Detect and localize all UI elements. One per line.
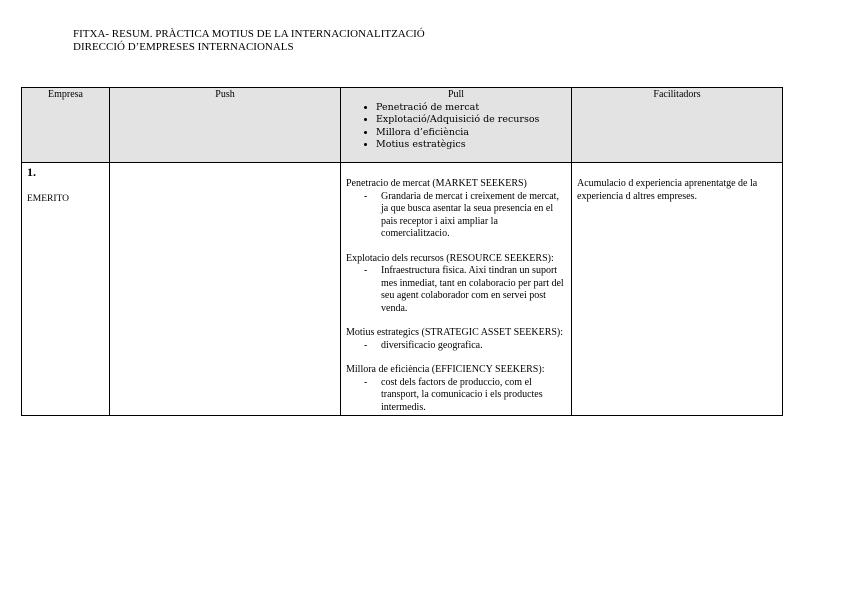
motives-table bbox=[21, 87, 783, 416]
section-item: - cost dels factors de produccio, com el transport, la comunicacio i els productes intermedis. bbox=[364, 376, 543, 413]
table-header-row bbox=[22, 88, 783, 163]
pull-section-resource bbox=[346, 253, 566, 316]
pull-section-market bbox=[346, 178, 566, 241]
section-item-text: Infraestructura fisica. Aixi tindran un suport mes inmediat, tant en colaboracio per part del seu agent colaborador com en servei post venda. bbox=[381, 265, 564, 314]
section-heading: Motius estrategics (STRATEGIC ASSET SEEKERS): bbox=[346, 327, 564, 338]
section-item: - Grandaria de mercat i creixement de mercat, ja que busca asentar la seua presencia en el pais receptor i aixi ampliar la comercialitzacio. bbox=[364, 190, 559, 239]
pull-bullet: • Motius estratègics bbox=[376, 139, 566, 152]
pull-section-strategic bbox=[346, 327, 566, 352]
document-title-line2: DIRECCIÓ D’EMPRESES INTERNACIONALS bbox=[73, 41, 294, 53]
pull-section-efficiency bbox=[346, 364, 566, 414]
section-heading: Explotacio dels recursos (RESOURCE SEEKERS): bbox=[346, 252, 554, 264]
section-item-text: diversificacio geografica. bbox=[381, 339, 483, 351]
document-title-line1: FITXA- RESUM. PRÀCTICA MOTIUS DE LA INTERNACIONALITZACIÓ bbox=[73, 28, 425, 40]
table-row bbox=[22, 163, 783, 416]
pull-bullet: • Explotació/Adquisició de recursos bbox=[376, 114, 566, 127]
row-number: 1. bbox=[27, 165, 36, 179]
section-item-text: Grandaria de mercat i creixement de mercat, ja que busca asentar la seua presencia en el pais receptor i aixi ampliar la comercialitzacio. bbox=[381, 190, 559, 239]
section-item-text: cost dels factors de produccio, com el transport, la comunicacio i els productes intermedis. bbox=[381, 376, 543, 413]
header-push: Push bbox=[110, 88, 341, 163]
header-pull bbox=[341, 88, 572, 163]
header-facilitadors: Facilitadors bbox=[572, 88, 783, 163]
header-pull-label: Pull bbox=[447, 89, 465, 100]
cell-facilitadors bbox=[572, 163, 783, 416]
cell-push bbox=[110, 163, 341, 416]
cell-empresa bbox=[22, 163, 110, 416]
pull-bullet: • Millora d’eficiència bbox=[376, 127, 566, 140]
header-empresa: Empresa bbox=[22, 88, 110, 163]
pull-bullet: • Penetració de mercat bbox=[376, 102, 566, 115]
section-item: - Infraestructura fisica. Aixi tindran un suport mes inmediat, tant en colaboracio per part del seu agent colaborador com en servei post venda. bbox=[364, 265, 564, 314]
section-heading: Millora de eficiència (EFFICIENCY SEEKERS): bbox=[346, 364, 545, 375]
section-item: - diversificacio geografica. bbox=[364, 339, 483, 351]
pull-bullet-list bbox=[346, 102, 566, 152]
cell-pull bbox=[341, 163, 572, 416]
company-name: EMERITO bbox=[27, 193, 70, 204]
facilitadors-text: Acumulacio d experiencia aprenentatge de la experiencia d altres empreses. bbox=[577, 178, 758, 202]
section-heading: Penetracio de mercat (MARKET SEEKERS) bbox=[346, 178, 527, 189]
document-header bbox=[73, 28, 425, 54]
